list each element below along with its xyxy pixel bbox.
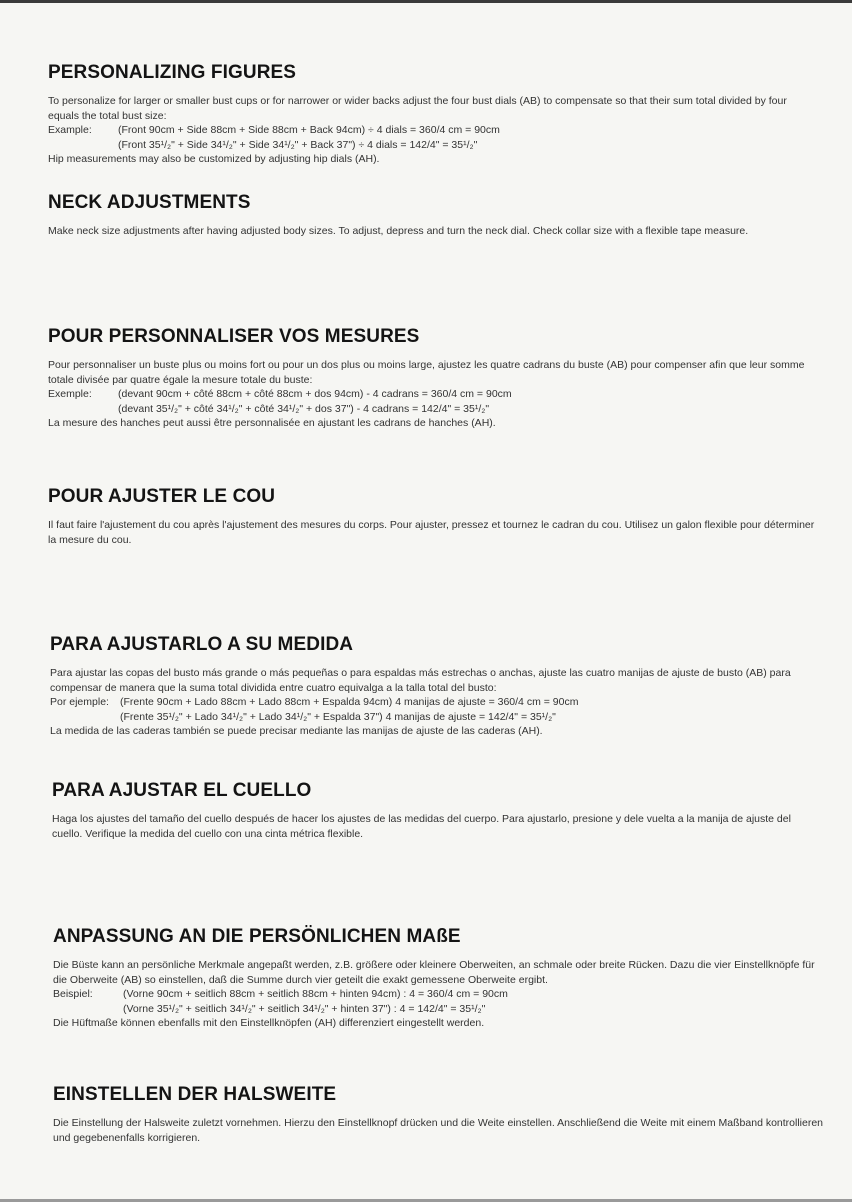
example-line-metric: (Front 90cm + Side 88cm + Side 88cm + Back 94cm) ÷ 4 dials = 360/4 cm = 90cm [118,124,500,136]
top-edge-line [0,0,852,3]
section-anpassung [53,926,825,1031]
example-label: Exemple: [48,388,92,400]
example-line-imperial: (Front 35¹/₂" + Side 34¹/₂" + Side 34¹/₂" + Back 37") ÷ 4 dials = 142/4" = 35¹/₂" [118,138,478,151]
section-heading: NECK ADJUSTMENTS [48,192,251,213]
section-personalizing-figures [48,62,820,167]
example-row [50,710,822,725]
section-pour-personnaliser [48,326,820,431]
section-intro: Die Einstellung der Halsweite zuletzt vornehmen. Hierzu den Einstellknopf drücken und die Weite einstellen. Anschließend die Weite mit einem Maßband kontrollieren und gegebenenfalls korrigieren. [53,1117,824,1144]
section-para-ajustarlo [50,634,822,739]
example-label: Example: [48,124,92,136]
section-heading: POUR AJUSTER LE COU [48,486,276,507]
section-heading: POUR PERSONNALISER VOS MESURES [48,326,420,347]
example-line-metric: (Frente 90cm + Lado 88cm + Lado 88cm + Espalda 94cm) 4 manijas de ajuste = 360/4 cm = 90cm [120,696,579,708]
example-row [53,1002,825,1017]
section-intro: Para ajustar las copas del busto más grande o más pequeñas o para espaldas más estrechas o anchas, ajuste las cuatro manijas de ajuste de busto (AB) para compensar de manera que la suma total dividida entre cuatro equivalga a la talla total del busto: [50,667,791,694]
section-heading: EINSTELLEN DER HALSWEITE [53,1084,337,1105]
example-row [48,387,820,402]
section-intro: Make neck size adjustments after having adjusted body sizes. To adjust, depress and turn the neck dial. Check collar size with a flexible tape measure. [48,225,749,237]
section-heading: ANPASSUNG AN DIE PERSÖNLICHEN MAßE [53,926,461,947]
section-intro: Pour personnaliser un buste plus ou moins fort ou pour un dos plus ou moins large, ajustez les quatre cadrans du buste (AB) pour compenser afin que leur somme totale divisée par quatre égale la mesure totale du buste: [48,359,805,386]
example-line-imperial: (Frente 35¹/₂" + Lado 34¹/₂" + Lado 34¹/₂" + Espalda 37") 4 manijas de ajuste = 142/4" = 35¹/₂" [120,710,556,723]
example-line-imperial: (devant 35¹/₂" + côté 34¹/₂" + côté 34¹/₂" + dos 37") - 4 cadrans = 142/4" = 35¹/₂" [118,402,490,415]
section-outro: La mesure des hanches peut aussi être personnalisée en ajustant les cadrans de hanches (AH). [48,417,496,429]
example-line-imperial: (Vorne 35¹/₂" + seitlich 34¹/₂" + seitlich 34¹/₂" + hinten 37") : 4 = 142/4" = 35¹/₂" [123,1002,486,1015]
example-line-metric: (devant 90cm + côté 88cm + côté 88cm + dos 94cm) - 4 cadrans = 360/4 cm = 90cm [118,388,512,400]
section-outro: Die Hüftmaße können ebenfalls mit den Einstellknöpfen (AH) differenziert eingestellt werden. [53,1017,485,1029]
example-row [53,987,825,1002]
section-intro: Il faut faire l'ajustement du cou après l'ajustement des mesures du corps. Pour ajuster, pressez et tournez le cadran du cou. Utilisez un galon flexible pour déterminer la mesure du cou. [48,519,815,546]
section-neck-adjustments [48,192,820,239]
example-row [48,123,820,138]
example-label: Beispiel: [53,988,93,1000]
section-para-ajustar-el-cuello [52,780,824,841]
section-pour-ajuster-le-cou [48,486,820,547]
example-label: Por ejemple: [50,696,109,708]
section-einstellen-der-halsweite [53,1084,825,1145]
section-intro: To personalize for larger or smaller bust cups or for narrower or wider backs adjust the four bust dials (AB) to compensate so that their sum total divided by four equals the total bust size: [48,95,787,122]
section-heading: PERSONALIZING FIGURES [48,62,297,83]
section-intro: Haga los ajustes del tamaño del cuello después de hacer los ajustes de las medidas del cuerpo. Para ajustarlo, presione y dele vuelta a la manija de ajuste del cuello. Verifique la medida del cuello con una cinta métrica flexible. [52,813,791,840]
example-row [48,402,820,417]
section-outro: La medida de las caderas también se puede precisar mediante las manijas de ajuste de las caderas (AH). [50,725,543,737]
section-heading: PARA AJUSTARLO A SU MEDIDA [50,634,354,655]
example-line-metric: (Vorne 90cm + seitlich 88cm + seitlich 88cm + hinten 94cm) : 4 = 360/4 cm = 90cm [123,988,508,1000]
example-row [48,138,820,153]
example-row [50,695,822,710]
section-intro: Die Büste kann an persönliche Merkmale angepaßt werden, z.B. größere oder kleinere Oberweiten, an schmale oder breite Rücken. Dazu die vier Einstellknöpfe für die Oberweite (AB) so einstellen, daß die Summe durch vier geteilt die exakt gemessene Oberweite ergibt. [53,959,815,986]
section-heading: PARA AJUSTAR EL CUELLO [52,780,312,801]
section-outro: Hip measurements may also be customized by adjusting hip dials (AH). [48,153,380,165]
